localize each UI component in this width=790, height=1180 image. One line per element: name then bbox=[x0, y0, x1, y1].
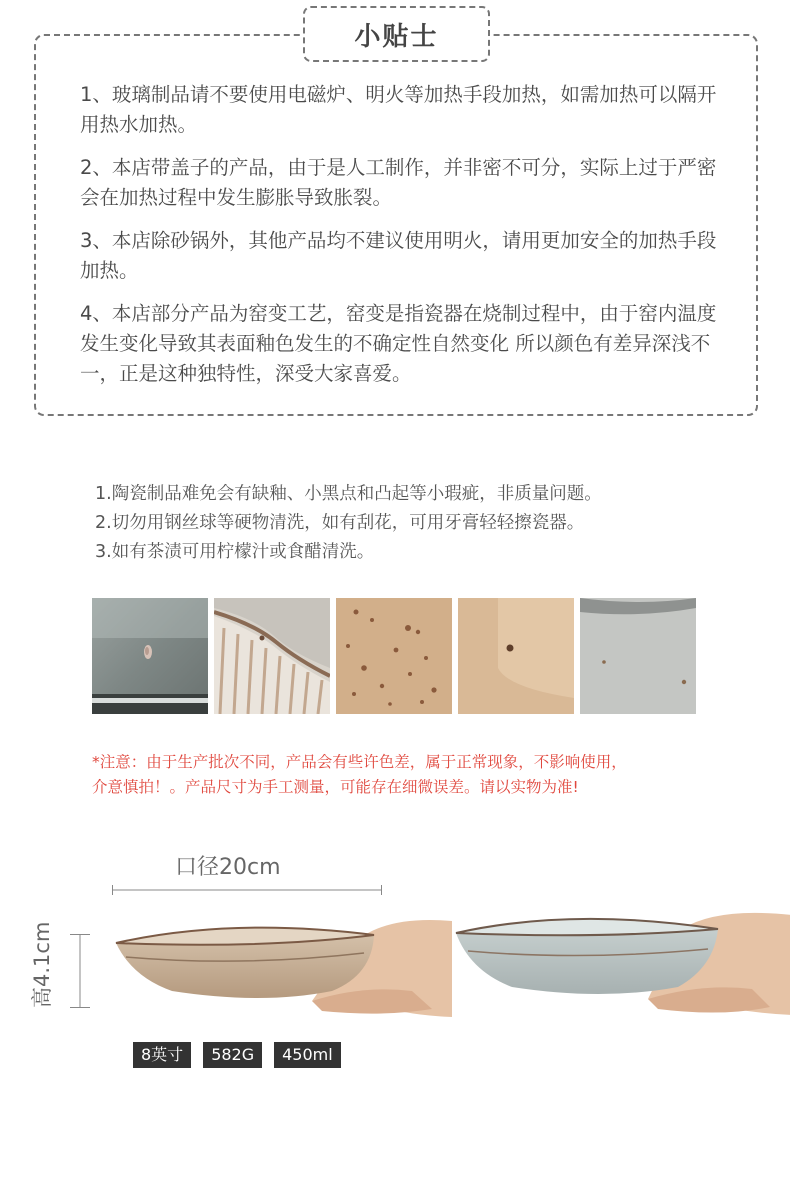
tips-list bbox=[80, 80, 720, 402]
capacity-tag: 450ml bbox=[274, 1042, 341, 1068]
notice-line: *注意：由于生产批次不同，产品会有些许色差，属于正常现象，不影响使用， bbox=[92, 753, 627, 771]
defect-photo-speckled bbox=[336, 598, 452, 714]
care-notes bbox=[95, 480, 735, 567]
spec-tags bbox=[133, 1042, 341, 1068]
tips-title: 小贴士 bbox=[303, 6, 490, 62]
size-tag: 8英寸 bbox=[133, 1042, 191, 1068]
care-item: 2.切勿用钢丝球等硬物清洗，如有刮花，可用牙膏轻轻擦瓷器。 bbox=[95, 513, 585, 533]
height-label: 高4.1cm bbox=[30, 921, 54, 1008]
weight-tag: 582G bbox=[203, 1042, 262, 1068]
diameter-label: 口径20cm bbox=[175, 855, 281, 880]
care-item: 3.如有茶渍可用柠檬汁或食醋清洗。 bbox=[95, 542, 375, 562]
tips-item: 1、玻璃制品请不要使用电磁炉、明火等加热手段加热，如需加热可以隔开用热水加热。 bbox=[80, 83, 717, 136]
notice bbox=[92, 750, 722, 800]
defect-photo-gray-glaze bbox=[92, 598, 208, 714]
height-line bbox=[70, 934, 90, 1008]
beige-bowl-photo bbox=[112, 905, 452, 1025]
tips-item: 2、本店带盖子的产品，由于是人工制作，并非密不可分，实际上过于严密会在加热过程中发生膨胀导致胀裂。 bbox=[80, 156, 717, 209]
diameter-line bbox=[112, 885, 382, 895]
defect-photo-dot bbox=[458, 598, 574, 714]
defect-photo-gray-dots bbox=[580, 598, 696, 714]
tips-item: 3、本店除砂锅外，其他产品均不建议使用明火，请用更加安全的加热手段加热。 bbox=[80, 229, 717, 282]
defect-photos bbox=[92, 598, 696, 714]
tips-item: 4、本店部分产品为窑变工艺，窑变是指瓷器在烧制过程中，由于窑内温度发生变化导致其表面釉色发生的不确定性自然变化 所以颜色有差异深浅不一，正是这种独特性，深受大家喜爱。 bbox=[80, 302, 717, 385]
care-item: 1.陶瓷制品难免会有缺釉、小黑点和凸起等小瑕疵，非质量问题。 bbox=[95, 484, 602, 504]
defect-photo-ribbed-edge bbox=[214, 598, 330, 714]
bluegray-bowl-photo bbox=[452, 905, 790, 1025]
notice-line: 介意慎拍！。产品尺寸为手工测量，可能存在细微误差。请以实物为准! bbox=[92, 778, 579, 796]
